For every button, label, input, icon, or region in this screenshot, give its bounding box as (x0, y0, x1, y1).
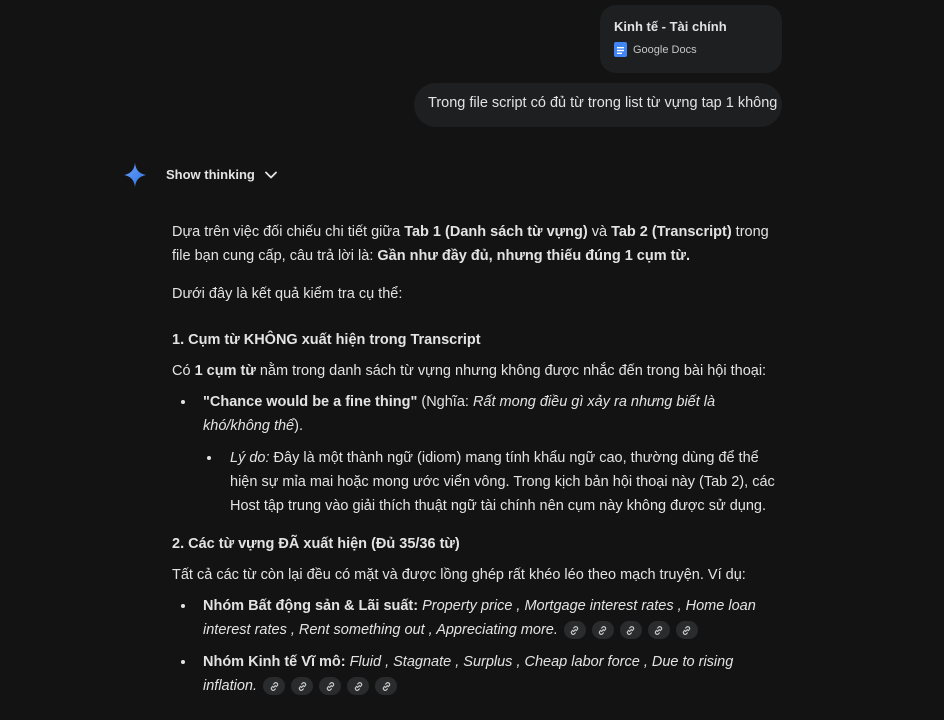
chevron-down-icon (265, 167, 277, 182)
missing-phrase: "Chance would be a fine thing" (203, 394, 418, 410)
list-item (172, 390, 782, 438)
vocab-group-words: Property price , Mortgage interest rates , Home loan interest rates , Rent something out , Appreciating more. (203, 598, 756, 638)
intro-text-1: Dựa trên việc đối chiếu chi tiết giữa (172, 224, 405, 240)
list-item (172, 650, 782, 698)
link-icon[interactable] (263, 677, 285, 695)
attached-file-source-label: Google Docs (633, 43, 697, 56)
attached-file-title: Kinh tế - Tài chính (614, 19, 727, 34)
section2-subtitle: Tất cả các từ còn lại đều có mặt và được lồng ghép rất khéo léo theo mạch truyện. Ví dụ: (172, 567, 746, 583)
link-icon[interactable] (319, 677, 341, 695)
intro-bold-tab1: Tab 1 (Danh sách từ vựng) (404, 224, 588, 240)
source-link-chips (558, 622, 698, 638)
intro-bold-answer: Gần như đầy đủ, nhưng thiếu đúng 1 cụm từ. (377, 248, 691, 264)
link-icon[interactable] (375, 677, 397, 695)
reason-text: Đây là một thành ngữ (idiom) mang tính khẩu ngữ cao, thường dùng để thể hiện sự mỉa mai hoặc mong ước viển vông. Trong kịch bản hội thoại này (Tab 2), các Host tập trung vào giải thích thuật ngữ tài chính nên cụm này không được sử dụng. (230, 450, 775, 514)
reason-label: Lý do: (230, 450, 270, 466)
section1-sub-text-1: Có (172, 363, 195, 379)
intro-text-3: trong file bạn cung cấp, câu trả lời là: (172, 224, 769, 264)
missing-phrase-meaning: Rất mong điều gì xảy ra nhưng biết là khó/không thể (203, 394, 716, 434)
user-message-bubble: Trong file script có đủ từ trong list từ vựng tap 1 không (414, 83, 782, 127)
intro-bold-tab2: Tab 2 (Transcript) (611, 224, 732, 240)
google-docs-icon (614, 42, 627, 57)
response-intro (172, 220, 782, 268)
link-icon[interactable] (648, 621, 670, 639)
missing-phrase-text-2: ). (294, 418, 303, 434)
section1-sub-text-2: nằm trong danh sách từ vựng nhưng không được nhắc đến trong bài hội thoại: (255, 363, 767, 379)
attached-file-source (614, 42, 768, 57)
show-thinking-label: Show thinking (166, 167, 255, 182)
section1-heading: 1. Cụm từ KHÔNG xuất hiện trong Transcript (172, 332, 481, 348)
response-lead: Dưới đây là kết quả kiểm tra cụ thể: (172, 286, 403, 302)
link-icon[interactable] (620, 621, 642, 639)
list-item (172, 594, 782, 642)
section2 (172, 532, 782, 698)
missing-phrase-text-1: (Nghĩa: (417, 394, 473, 410)
link-icon[interactable] (291, 677, 313, 695)
source-link-chips (257, 678, 397, 694)
section1-sub-bold: 1 cụm từ (194, 363, 256, 379)
vocab-group-words: Fluid , Stagnate , Surplus , Cheap labor force , Due to rising inflation. (203, 654, 734, 694)
link-icon[interactable] (564, 621, 586, 639)
list-item-nested (172, 446, 782, 518)
section2-heading: 2. Các từ vựng ĐÃ xuất hiện (Đủ 35/36 từ) (172, 536, 460, 552)
link-icon[interactable] (676, 621, 698, 639)
show-thinking-toggle[interactable] (166, 167, 277, 182)
intro-text-2: và (587, 224, 612, 240)
gemini-sparkle-icon (124, 163, 146, 187)
vocab-group-title: Nhóm Bất động sản & Lãi suất: (203, 598, 419, 614)
vocab-group-title: Nhóm Kinh tế Vĩ mô: (203, 654, 346, 670)
section1-subtitle (172, 359, 782, 383)
link-icon[interactable] (592, 621, 614, 639)
attached-file-card[interactable] (600, 5, 782, 73)
section2-list (172, 594, 782, 698)
section1-list (172, 390, 782, 518)
assistant-response (172, 220, 782, 706)
link-icon[interactable] (347, 677, 369, 695)
